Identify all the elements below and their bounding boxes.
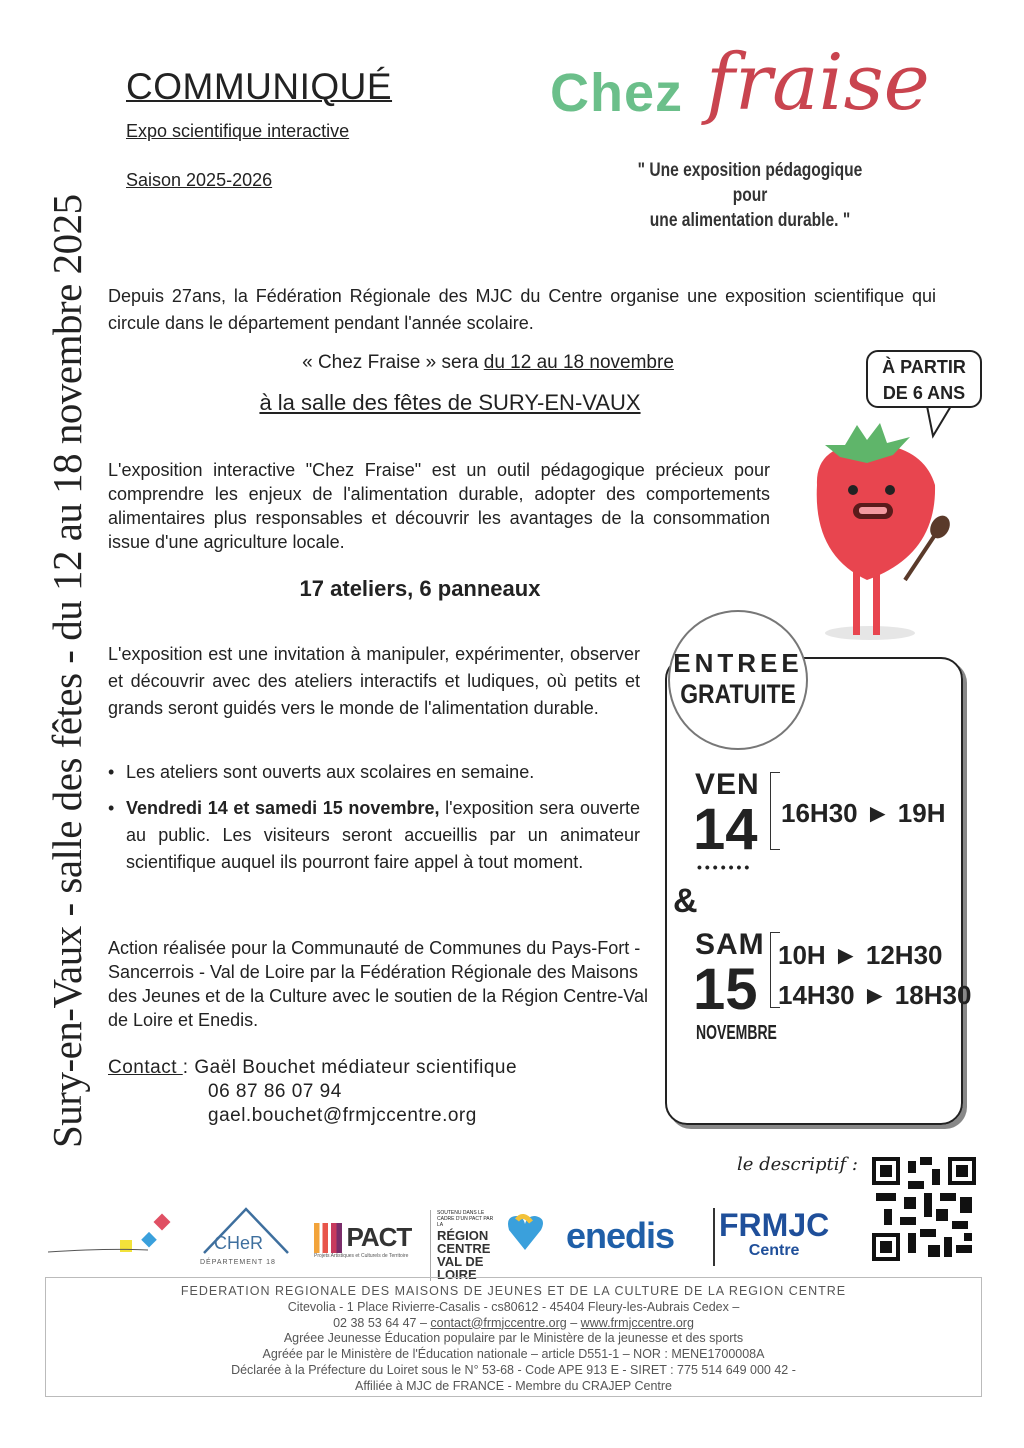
- footer-sep: –: [566, 1315, 581, 1330]
- contact-email[interactable]: gael.bouchet@frmjccentre.org: [208, 1105, 477, 1126]
- bullet-icon: •: [108, 798, 115, 818]
- bracket: [770, 772, 780, 850]
- dotted-separator: •••••••: [697, 859, 753, 875]
- day-label: SAM: [695, 928, 765, 961]
- footer: [45, 1277, 982, 1397]
- place-text: à la salle des fêtes de SURY-EN-VAUX: [259, 390, 641, 415]
- time-slot: 10H ► 12H30: [778, 940, 943, 970]
- free-entry-badge: [668, 610, 808, 750]
- contact-block: [108, 1056, 517, 1128]
- footer-website-link[interactable]: www.frmjccentre.org: [580, 1315, 694, 1330]
- footer-phone: 02 38 53 64 47 –: [333, 1315, 431, 1330]
- dates: du 12 au 18 novembre: [483, 352, 674, 373]
- day-number: 15: [693, 957, 758, 1022]
- dates-line: [108, 352, 868, 374]
- region-heart-icon: [503, 1210, 546, 1255]
- footer-line: [46, 1316, 981, 1332]
- time-slot: 14H30 ► 18H30: [778, 980, 972, 1010]
- strawberry-mascot-icon: [805, 415, 955, 645]
- month-label: NOVEMBRE: [696, 1022, 777, 1044]
- invitation-paragraph: L'exposition est une invitation à manipuler, expérimenter, observer et découvrir avec des ateliers interactifs et ludiques, où petits et grands seront guidés vers le monde de l'alimentation durable.: [108, 644, 640, 718]
- logo-cher: [200, 1205, 292, 1267]
- list-item: [108, 759, 640, 786]
- subtitle: Expo scientifique interactive: [126, 121, 350, 141]
- logo-chez: Chez: [550, 63, 684, 123]
- contact-name: : Gaël Bouchet médiateur scientifique: [182, 1057, 518, 1078]
- pact-subtitle: Projets Artistiques et Culturels de Territoire: [314, 1253, 409, 1259]
- intro-paragraph: Depuis 27ans, la Fédération Régionale des MJC du Centre organise une exposition scientifique qui circule dans le département pendant l'année scolaire.: [108, 286, 936, 333]
- tagline: [627, 158, 873, 233]
- frmjc-text: FRMJC: [719, 1207, 830, 1243]
- pays-fort-logo-icon: [48, 1212, 183, 1267]
- logo-pays-fort: [48, 1212, 183, 1267]
- pact-text: PACT: [346, 1222, 412, 1252]
- qr-code-icon[interactable]: [872, 1157, 976, 1261]
- badge-line: ENTREE: [673, 648, 803, 678]
- dates-prefix: « Chez Fraise » sera: [302, 352, 484, 373]
- qr-label: le descriptif :: [737, 1154, 858, 1175]
- workshop-count: 17 ateliers, 6 panneaux: [299, 576, 541, 601]
- footer-line: Agréee Jeunesse Éducation populaire par le Ministère de la jeunesse et des sports: [283, 1331, 744, 1346]
- region-text: RÉGION CENTRE VAL DE LOIRE: [437, 1228, 491, 1282]
- footer-line: Affiliée à MJC de FRANCE - Membre du CRAJEP Centre: [354, 1378, 672, 1393]
- day-number: 14: [693, 797, 758, 862]
- list-item: [108, 795, 640, 876]
- pact-bars-icon: [314, 1223, 342, 1253]
- bullet-bold: Vendredi 14 et samedi 15 novembre,: [126, 798, 440, 818]
- footer-line: FEDERATION REGIONALE DES MAISONS DE JEUNES ET DE LA CULTURE DE LA REGION CENTRE: [180, 1284, 847, 1298]
- ampersand: &: [673, 882, 698, 920]
- frmjc-subtitle: Centre: [748, 1242, 800, 1259]
- day-label: VEN: [695, 768, 760, 801]
- season: Saison 2025-2026: [126, 170, 273, 190]
- logo-enedis: enedis: [566, 1215, 675, 1256]
- action-paragraph: Action réalisée pour la Communauté de Communes du Pays-Fort - Sancerrois - Val de Loire par la Fédération Régionale des Maisons des Jeunes et de la Culture avec le soutien de la Région Centre-Val de Loire et Enedis.: [108, 938, 648, 1030]
- contact-label: Contact: [108, 1057, 183, 1078]
- logo-region: [430, 1210, 545, 1281]
- badge-line: GRATUITE: [680, 679, 796, 709]
- footer-line: Agréée par le Ministère de l'Éducation nationale – article D551-1 – NOR : MENE1700008A: [262, 1347, 765, 1362]
- tagline-line: une alimentation durable. ": [649, 210, 851, 231]
- page-title: COMMUNIQUÉ: [126, 66, 393, 107]
- age-bubble: [866, 350, 982, 408]
- time-slot: 16H30 ► 19H: [781, 798, 946, 828]
- place: [108, 390, 792, 416]
- footer-email-link[interactable]: contact@frmjccentre.org: [430, 1315, 567, 1330]
- bullet-icon: •: [108, 762, 115, 782]
- tagline-line: " Une exposition pédagogique pour: [637, 160, 863, 206]
- contact-phone: 06 87 86 07 94: [208, 1081, 342, 1102]
- bullet-list: [108, 759, 640, 885]
- logo-frmjc: [713, 1208, 829, 1266]
- region-subtitle: SOUTENU DANS LE CADRE D'UN PACT PAR LA: [437, 1210, 494, 1228]
- footer-line: Déclarée à la Préfecture du Loiret sous le N° 53-68 - Code APE 913 E - SIRET : 775 514 649 000 42 -: [231, 1362, 796, 1377]
- bubble-line: DE 6 ANS: [882, 383, 966, 403]
- cher-subtitle: DÉPARTEMENT 18: [200, 1259, 276, 1266]
- vertical-banner: Sury-en-Vaux - salle des fêtes - du 12 au 18 novembre 2025: [44, 194, 90, 1148]
- bubble-line: À PARTIR: [882, 357, 966, 377]
- bullet-text: l'exposition sera ouverte au public. Les visiteurs seront accueillis par un animateur scientifique auquel ils pourront faire appel à tout moment.: [126, 798, 641, 872]
- bullet-text: Les ateliers sont ouverts aux scolaires en semaine.: [126, 762, 535, 782]
- logo-pact: [314, 1222, 426, 1260]
- description-paragraph: L'exposition interactive "Chez Fraise" est un outil pédagogique précieux pour comprendre les enjeux de l'alimentation durable, adopter des comportements alimentaires plus responsables et découvrir les avantages de la consommation issue d'une agriculture locale.: [108, 460, 770, 552]
- cher-text: CHeR: [214, 1233, 264, 1253]
- footer-line: Citevolia - 1 Place Rivierre-Casalis - cs80612 - 45404 Fleury-les-Aubrais Cedex –: [287, 1299, 740, 1314]
- logo-fraise: fraise: [706, 38, 930, 128]
